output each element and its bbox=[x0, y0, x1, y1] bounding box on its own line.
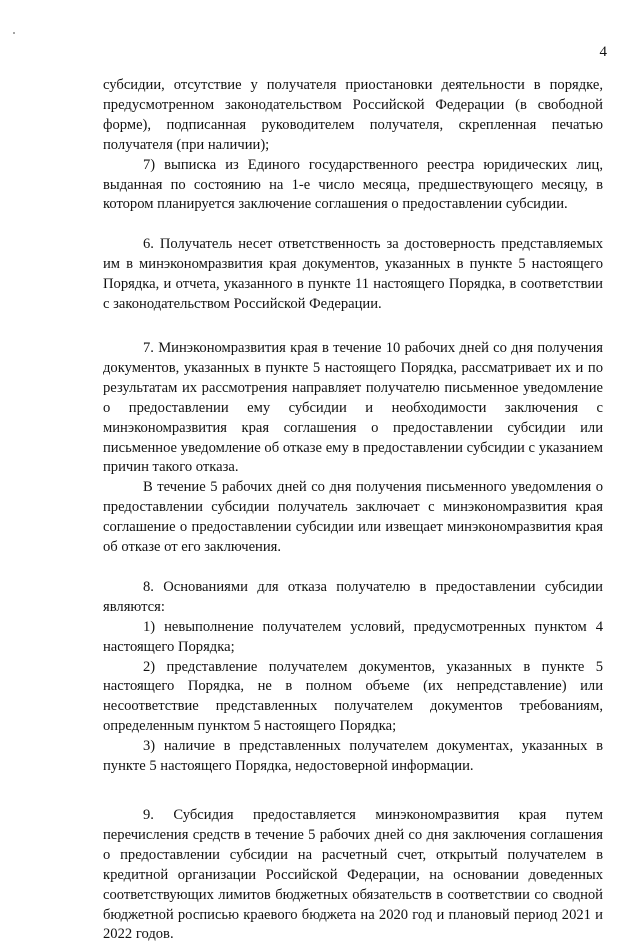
paragraph-continuation: субсидии, отсутствие у получателя приостановки деятельности в порядке, предусмотренном законодательством Российской Федерации (в свободной форме), подписанная руководителем получателя, скрепленная печатью получателя (при наличии); bbox=[103, 77, 603, 153]
clause-7: 7. Минэкономразвития края в течение 10 рабочих дней со дня получения документов, указанных в пункте 5 настоящего Порядка, рассматривает их и по результатам их рассмотрения направляет получателю письменное уведомление о предоставлении ему субсидии и необходимости заключения с минэкономразвития края соглашения о предоставлении субсидии или письменное уведомление об отказе ему в предоставлении субсидии с указанием причин такого отказа. bbox=[103, 339, 603, 476]
clause-8-item-3: 3) наличие в представленных получателем документах, указанных в пункте 5 настоящего Порядка, недостоверной информации. bbox=[103, 738, 603, 775]
clause-8-item-1: 1) невыполнение получателем условий, предусмотренных пунктом 4 настоящего Порядка; bbox=[103, 618, 603, 655]
clause-8-item-2: 2) представление получателем документов, указанных в пункте 5 настоящего Порядка, не в полном объеме (их непредставление) или несоответствие представленных получателем документов требованиям, определенным пунктом 5 настоящего Порядка; bbox=[103, 658, 603, 735]
clause-7-second-paragraph: В течение 5 рабочих дней со дня получения письменного уведомления о предоставлении субсидии получатель заключает с минэкономразвития края соглашение о предоставлении субсидии или извещает минэкономразвития края об отказе от его заключения. bbox=[103, 479, 603, 556]
page-number: 4 bbox=[599, 44, 607, 60]
clause-6: 6. Получатель несет ответственность за достоверность представляемых им в минэкономразвития края документов, указанных в пункте 5 настоящего Порядка, и отчета, указанного в пункте 11 настоящего Порядка, в соответствии с законодательством Российской Федерации. bbox=[103, 236, 603, 313]
clause-8: 8. Основаниями для отказа получателю в предоставлении субсидии являются: bbox=[103, 578, 603, 615]
document-body bbox=[103, 76, 603, 945]
list-item-7: 7) выписка из Единого государственного реестра юридических лиц, выданная по состоянию на 1-е число месяца, предшествующего месяцу, в котором планируется заключение соглашения о предоставлении субсидии. bbox=[103, 156, 603, 213]
clause-9: 9. Субсидия предоставляется минэкономразвития края путем перечисления средств в течение 5 рабочих дней со дня заключения соглашения о предоставлении субсидии на расчетный счет, открытый получателем в кредитной организации Российской Федерации, на основании доведенных соответствующих лимитов бюджетных обязательств в соответствии со сводной бюджетной росписью краевого бюджета на 2020 год и плановый период 2021 и 2022 годов. bbox=[103, 807, 603, 943]
scan-speck bbox=[13, 32, 15, 34]
